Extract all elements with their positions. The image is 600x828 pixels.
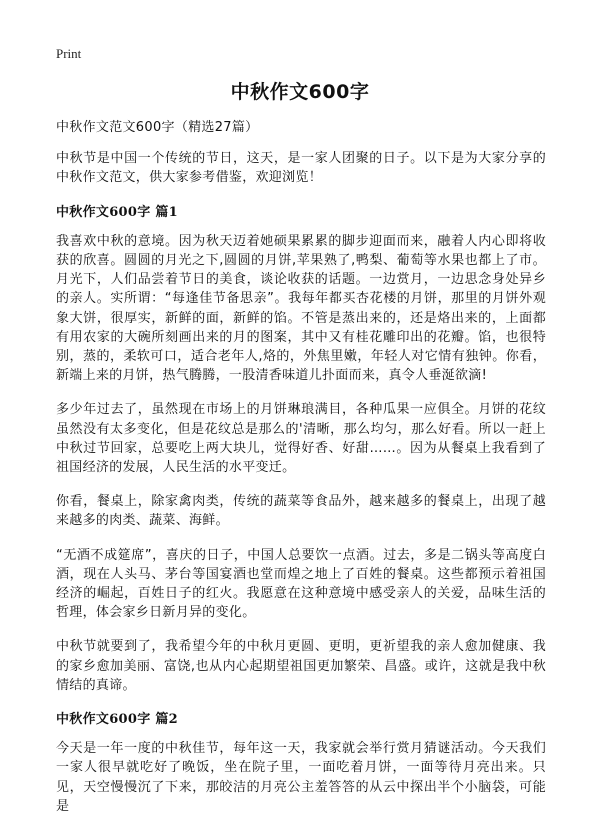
paragraph: 你看，餐桌上，除家禽肉类，传统的蔬菜等食品外，越来越多的餐桌上，出现了越来越多的肉类、蔬菜、海鲜。 [56, 494, 546, 529]
page-title: 中秋作文600字 [230, 81, 370, 103]
paragraph: 多少年过去了，虽然现在市场上的月饼琳琅满目，各种瓜果一应俱全。月饼的花纹虽然没有太多变化，但是花纹总是那么的'清晰，那么均匀，那么好看。所以一赶上中秋过节回家，总要吃上两大块儿，觉得好香、好甜……。因为从餐桌上我看到了祖国经济的发展，人民生活的水平变迁。 [56, 402, 546, 476]
paragraph: 今天是一年一度的中秋佳节，每年这一天，我家就会举行赏月猜谜活动。今天我们一家人很早就吃好了晚饭，坐在院子里，一面吃着月饼，一面等待月亮出来。只见，天空慢慢沉了下来，那皎洁的月亮公主羞答答的从云中探出半个小脑袋，可能是 [56, 741, 546, 814]
intro-paragraph: 中秋节是中国一个传统的节日，这天，是一家人团聚的日子。以下是为大家分享的中秋作文范文，供大家参考借鉴，欢迎浏览！ [56, 151, 546, 186]
paragraph: “无酒不成筵席”，喜庆的日子，中国人总要饮一点酒。过去，多是二锅头等高度白酒，现在人头马、茅台等国宴酒也堂而煌之地上了百姓的餐桌。这些都预示着祖国经济的崛起，百姓日子的红火。我愿意在这种意境中感受亲人的关爱，品味生活的哲理，体会家乡日新月异的变化。 [56, 547, 546, 621]
print-label[interactable]: Print [56, 46, 82, 61]
section-heading: 中秋作文600字 篇2 [56, 712, 179, 728]
section-heading: 中秋作文600字 篇1 [56, 204, 179, 220]
article-body [56, 118, 546, 828]
subtitle: 中秋作文范文600字（精选27篇） [56, 120, 259, 135]
paragraph: 我喜欢中秋的意境。因为秋天迈着她硕果累累的脚步迎面而来，融着人内心即将收获的欣喜。圆圆的月光之下,圆圆的月饼,苹果熟了,鸭梨、葡萄等水果也都上了市。月光下，人们品尝着节日的美食，谈论收获的话题。一边赏月，一边思念身处异乡的亲人。实所谓：“每逢佳节备思亲”。我每年都买杏花楼的月饼，那里的月饼外观象大饼，很厚实，新鲜的面，新鲜的馅。不管是蒸出来的，还是烙出来的，上面都有用农家的大碗所刻画出来的月的图案，其中又有桂花雕印出的花瓣。馅，也很特别，蒸的，柔软可口，适合老年人,烙的，外焦里嫩，年轻人对它情有独钟。你看，新端上来的月饼，热气腾腾，一股清香味道儿扑面而来，真令人垂涎欲滴! [56, 233, 546, 384]
paragraph: 中秋节就要到了，我希望今年的中秋月更圆、更明，更祈望我的亲人愈加健康、我的家乡愈加美丽、富饶,也从内心起期望祖国更加繁荣、昌盛。或许，这就是我中秋情结的真谛。 [56, 639, 546, 693]
